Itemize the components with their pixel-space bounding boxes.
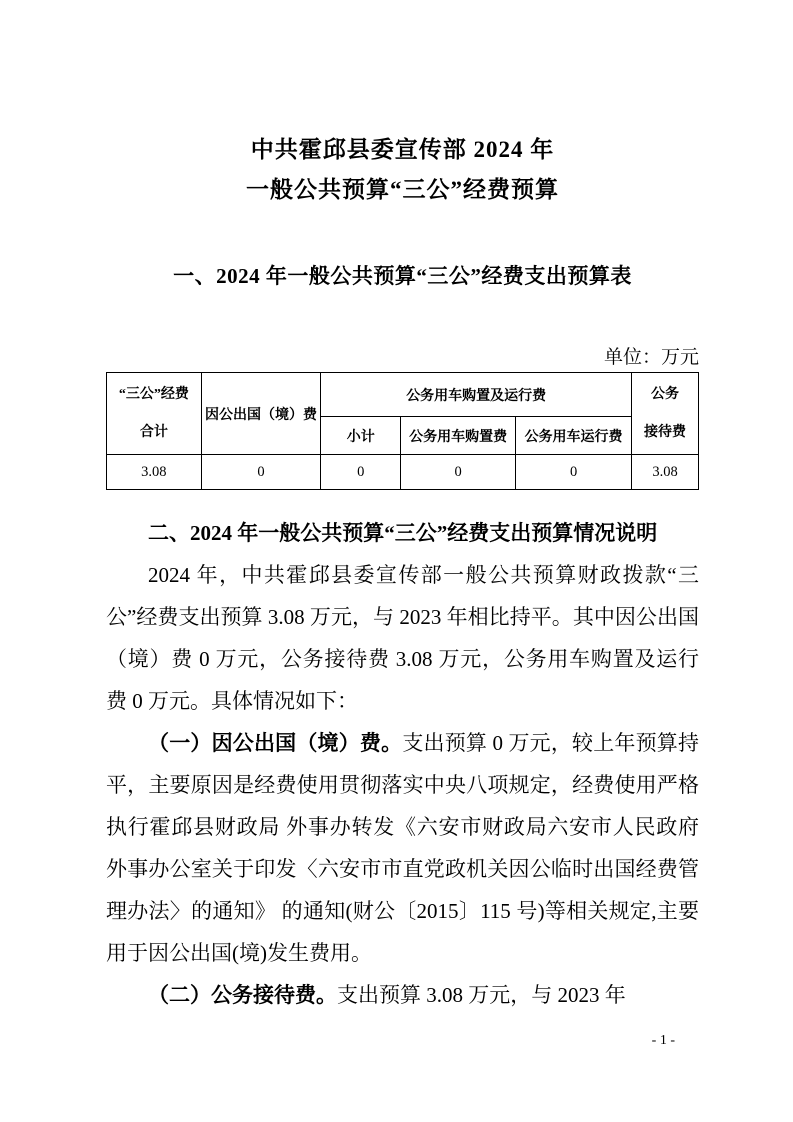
header-reception-line1: 公务 bbox=[651, 386, 680, 402]
table-data-row bbox=[107, 455, 699, 490]
cell-sangong-total: 3.08 bbox=[107, 455, 202, 490]
header-vehicle-operation: 公务用车运行费 bbox=[516, 417, 632, 455]
abroad-paragraph-text: 支出预算 0 万元，较上年预算持平，主要原因是经费使用贯彻落实中央八项规定，经费使用严格执行霍邱县财政局 外事办转发《六安市财政局六安市人民政府外事办公室关于印发〈六安市市直党政机关因公临时出国经费管理办法〉的通知》 的通知(财公〔2015〕115 号)等相关规定,主要用于因公出国(境)发生费用。 bbox=[106, 731, 700, 965]
header-abroad-fee: 因公出国（境）费 bbox=[201, 373, 321, 455]
reception-paragraph-text: 支出预算 3.08 万元，与 2023 年 bbox=[337, 983, 626, 1007]
header-sangong-total-line1: “三公”经费 bbox=[118, 386, 189, 402]
abroad-paragraph bbox=[106, 722, 699, 974]
header-vehicle-purchase: 公务用车购置费 bbox=[401, 417, 516, 455]
page-number: - 1 - bbox=[651, 1033, 675, 1048]
document-body bbox=[106, 512, 699, 1016]
cell-vehicle-subtotal: 0 bbox=[321, 455, 401, 490]
table-header-row-1 bbox=[107, 373, 699, 417]
overview-paragraph: 2024 年，中共霍邱县委宣传部一般公共预算财政拨款“三公”经费支出预算 3.08 万元，与 2023 年相比持平。其中因公出国（境）费 0 万元，公务接待费 3.08 万元，公务用车购置及运行费 0 万元。具体情况如下： bbox=[106, 563, 699, 713]
cell-vehicle-operation: 0 bbox=[516, 455, 632, 490]
cell-abroad-fee: 0 bbox=[201, 455, 321, 490]
cell-reception-fee: 3.08 bbox=[632, 455, 699, 490]
header-reception-fee bbox=[632, 373, 699, 455]
header-sangong-total bbox=[107, 373, 202, 455]
section1-heading: 一、2024 年一般公共预算“三公”经费支出预算表 bbox=[173, 264, 632, 288]
reception-paragraph bbox=[106, 974, 699, 1016]
document-title-line2: 一般公共预算“三公”经费预算 bbox=[246, 177, 559, 202]
header-vehicle-subtotal: 小计 bbox=[321, 417, 401, 455]
reception-paragraph-label: （二）公务接待费。 bbox=[148, 983, 337, 1007]
unit-label: 单位：万元 bbox=[603, 347, 699, 368]
document-title-line1: 中共霍邱县委宣传部 2024 年 bbox=[250, 137, 555, 162]
section2-heading: 二、2024 年一般公共预算“三公”经费支出预算情况说明 bbox=[148, 521, 658, 545]
document-title bbox=[106, 130, 699, 210]
cell-vehicle-purchase: 0 bbox=[401, 455, 516, 490]
abroad-paragraph-label: （一）因公出国（境）费。 bbox=[148, 731, 403, 755]
header-sangong-total-line2: 合计 bbox=[139, 424, 168, 440]
budget-table bbox=[106, 372, 699, 490]
header-vehicle-group: 公务用车购置及运行费 bbox=[321, 373, 632, 417]
header-reception-line2: 接待费 bbox=[644, 424, 687, 440]
